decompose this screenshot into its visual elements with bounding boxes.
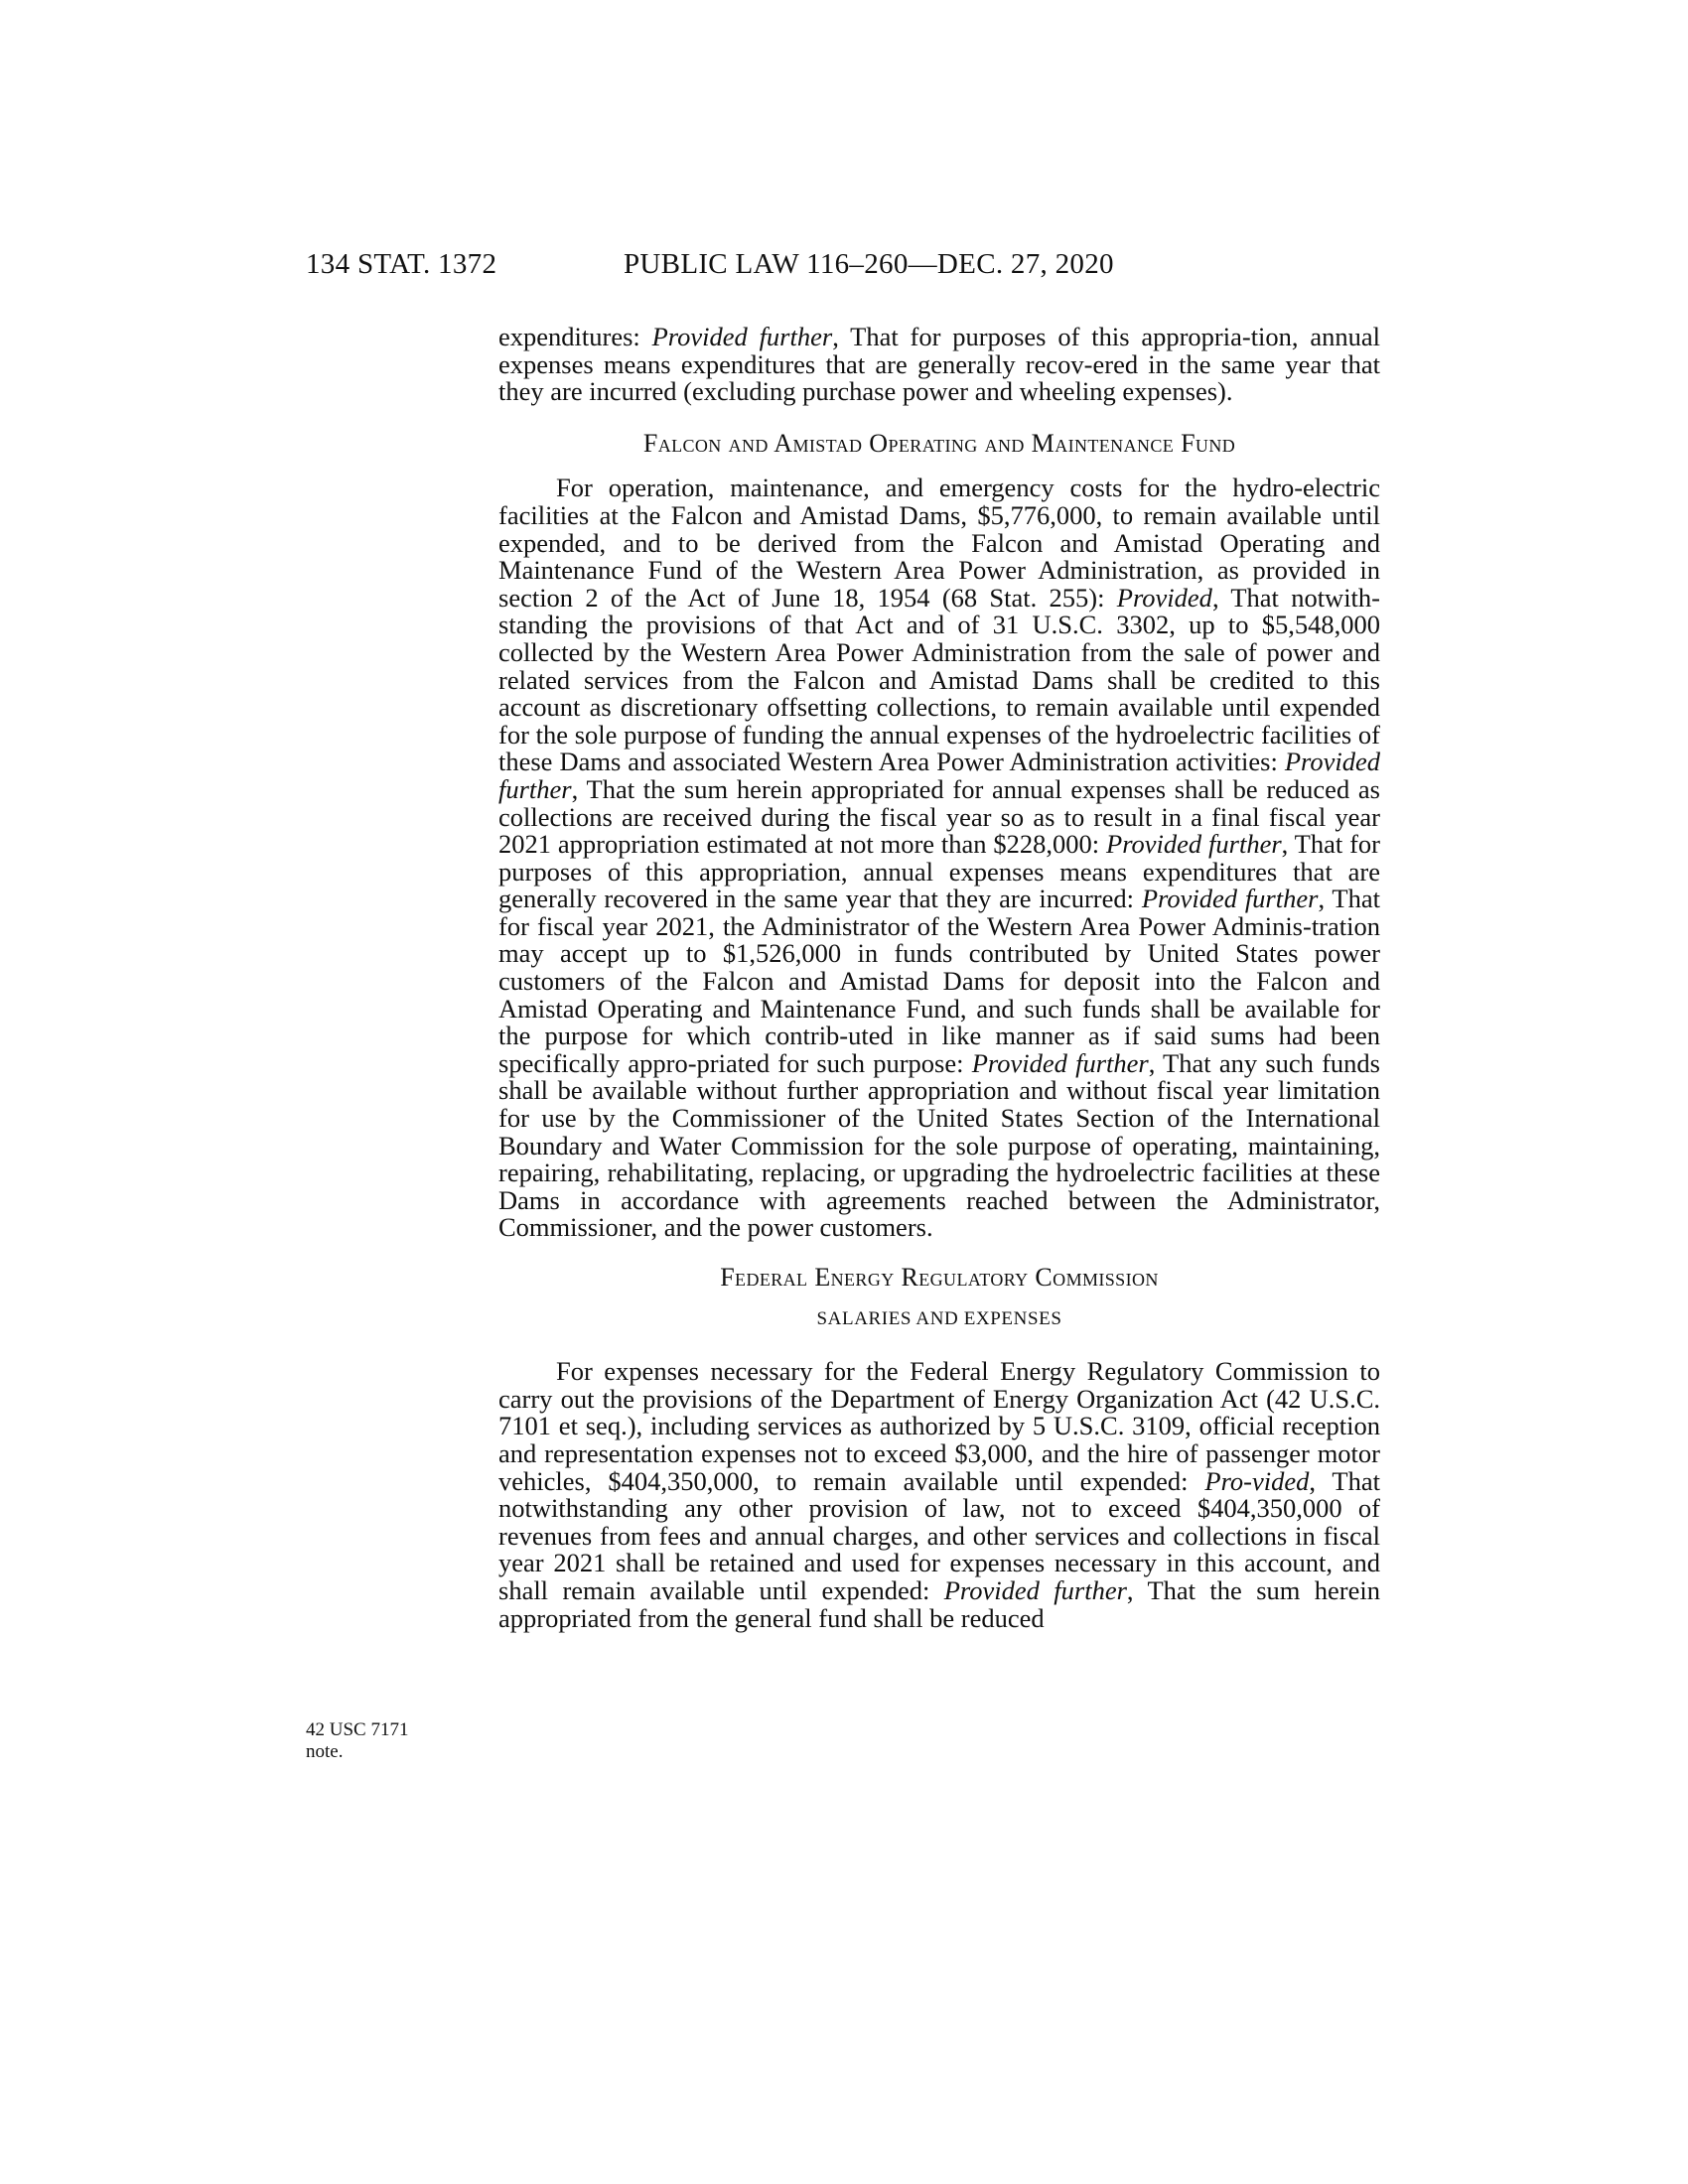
- intro-paragraph: expenditures: Provided further, That for purposes of this appropria-tion, annual expenses means expenditures that are generally recov-ered in the same year that they are incurred (excluding purchase power and wheeling expenses).: [498, 322, 1381, 407]
- subheading-salaries-expenses: SALARIES AND EXPENSES: [816, 1307, 1062, 1329]
- section-heading-ferc: Federal Energy Regulatory Commission: [720, 1263, 1159, 1292]
- falcon-amistad-paragraph: For operation, maintenance, and emergency costs for the hydro-electric facilities at the Falcon and Amistad Dams, $5,776,000, to remain available until expended, and to be derived from the Falcon and Amistad Operating and Maintenance Fund of the Western Area Power Administration, as provided in section 2 of the Act of June 18, 1954 (68 Stat. 255): Provided, That notwith-standing the provisions of that Act and of 31 U.S.C. 3302, up to $5,548,000 collected by the Western Area Power Administration from the sale of power and related services from the Falcon and Amistad Dams shall be credited to this account as discretionary offsetting collections, to remain available until expended for the sole purpose of funding the annual expenses of the hydroelectric facilities of these Dams and associated Western Area Power Administration activities: Provided further, That the sum herein appropriated for annual expenses shall be reduced as collections are received during the fiscal year so as to result in a final fiscal year 2021 appropriation estimated at not more than $228,000: Provided further, That for purposes of this appropriation, annual expenses means expenditures that are generally recovered in the same year that they are incurred: Provided further, That for fiscal year 2021, the Administrator of the Western Area Power Adminis-tration may accept up to $1,526,000 in funds contributed by United States power customers of the Falcon and Amistad Dams for deposit into the Falcon and Amistad Operating and Maintenance Fund, and such funds shall be available for the purpose for which contrib-uted in like manner as if said sums had been specifically appro-priated for such purpose: Provided further, That any such funds shall be available without further appropriation and without fiscal year limitation for use by the Commissioner of the United States Section of the International Boundary and Water Commission for the sole purpose of operating, maintaining, repairing, rehabilitating, replacing, or upgrading the hydroelectric facilities at these Dams in accordance with agreements reached between the Administrator, Commissioner, and the power customers.: [498, 473, 1381, 1243]
- margin-citation-line-1: 42 USC 7171: [306, 1719, 409, 1740]
- ferc-paragraph: For expenses necessary for the Federal Energy Regulatory Commission to carry out the provisions of the Department of Energy Organization Act (42 U.S.C. 7101 et seq.), including services as authorized by 5 U.S.C. 3109, official reception and representation expenses not to exceed $3,000, and the hire of passenger motor vehicles, $404,350,000, to remain available until expended: Pro-vided, That notwithstanding any other provision of law, not to exceed $404,350,000 of revenues from fees and annual charges, and other services and collections in fiscal year 2021 shall be retained and used for expenses necessary in this account, and shall remain available until expended: Provided further, That the sum herein appropriated from the general fund shall be reduced: [498, 1356, 1380, 1633]
- law-reference: PUBLIC LAW 116–260—DEC. 27, 2020: [624, 248, 1114, 280]
- body-column: [498, 324, 1380, 1632]
- section-heading-falcon-amistad: Falcon and Amistad Operating and Maintenance Fund: [642, 428, 1236, 458]
- page-reference: 134 STAT. 1372: [306, 248, 497, 280]
- running-head: [306, 248, 1378, 288]
- margin-citation-line-2: note.: [306, 1741, 344, 1762]
- margin-citation-note: [306, 1719, 455, 1763]
